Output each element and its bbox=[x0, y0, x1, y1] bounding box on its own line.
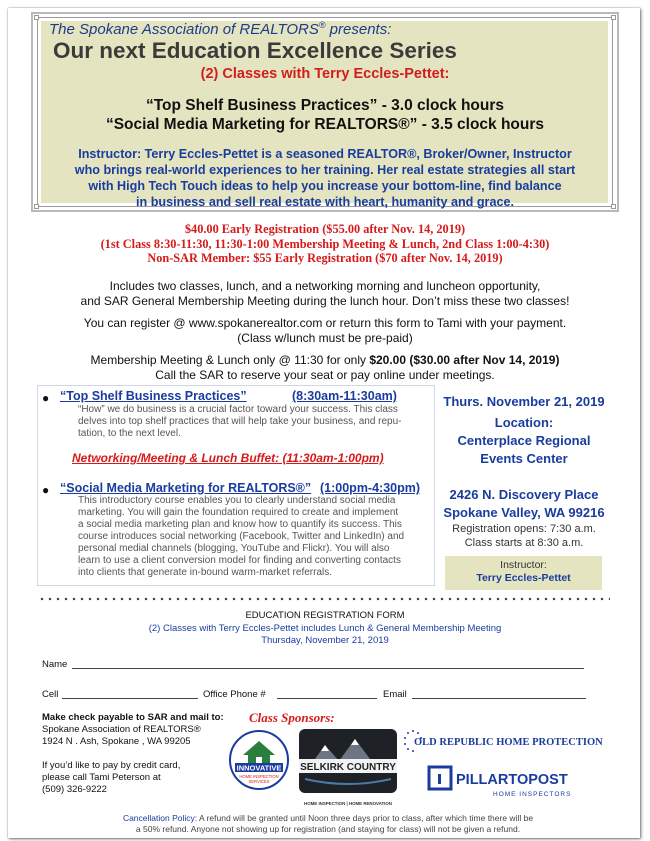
venue-line: Events Center bbox=[480, 451, 568, 466]
desc-line: marketing. You will gain the foundation required to create and implement bbox=[78, 507, 399, 518]
mail-instructions bbox=[42, 712, 224, 748]
pillar-to-post-logo bbox=[429, 765, 599, 799]
series-title: Our next Education Excellence Series bbox=[53, 38, 457, 63]
desc-line: personal medial channels (blogging, YouTube and Flickr). You will also bbox=[78, 543, 390, 554]
name-label: Name bbox=[42, 659, 68, 670]
membership-line: Membership Meeting & Lunch only @ 11:30 for only $20.00 ($30.00 after Nov 14, 2019) bbox=[90, 353, 560, 367]
class-starts: Class starts at 8:30 a.m. bbox=[464, 537, 584, 549]
course-2-time: (1:00pm-4:30pm) bbox=[320, 481, 421, 495]
instructor-label: Instructor: bbox=[500, 559, 547, 571]
office-phone-field[interactable] bbox=[277, 698, 377, 699]
course-1-description bbox=[78, 404, 430, 440]
event-location bbox=[440, 414, 608, 468]
location-label: Location: bbox=[494, 415, 554, 430]
course-2-description bbox=[78, 495, 430, 579]
innovative-sub2: SERVICES bbox=[248, 779, 270, 784]
bio-line: in business and sell real estate with heart, humanity and grace. bbox=[136, 195, 514, 209]
event-address bbox=[440, 486, 608, 522]
cut-line-divider bbox=[38, 596, 610, 602]
credit-line: If you’d like to pay by credit card, bbox=[42, 760, 181, 771]
mail-org: Spokane Association of REALTORS® bbox=[42, 724, 201, 735]
includes-text bbox=[0, 279, 650, 308]
pillar-sub: HOME INSPECTORS bbox=[493, 791, 572, 798]
address-line: 2426 N. Discovery Place bbox=[449, 487, 599, 502]
cancellation-policy bbox=[78, 813, 578, 835]
cancellation-line: Cancellation Policy: A refund will be granted until Noon three days prior to class, after which time there will be bbox=[122, 813, 534, 823]
course-2-heading bbox=[60, 481, 311, 495]
email-label: Email bbox=[383, 689, 407, 700]
venue-line: Centerplace Regional bbox=[457, 433, 591, 448]
form-subtitle-line: (2) Classes with Terry Eccles-Pettet includes Lunch & General Membership Meeting bbox=[148, 623, 502, 634]
mail-payable: Make check payable to SAR and mail to: bbox=[42, 712, 224, 723]
selkirk-text: SELKIRK COUNTRY bbox=[300, 762, 396, 773]
event-times bbox=[440, 522, 608, 550]
cell-label: Cell bbox=[42, 689, 59, 700]
instructor-bio bbox=[62, 146, 588, 210]
desc-line: course introduces social networking (Facebook, Twitter and LinkedIn) and bbox=[78, 531, 405, 542]
form-date: Thursday, November 21, 2019 bbox=[261, 635, 389, 646]
pricing-line: (1st Class 8:30-11:30, 11:30-1:00 Membership Meeting & Lunch, 2nd Class 1:00-4:30) bbox=[100, 236, 550, 251]
course-1-time: (8:30am-11:30am) bbox=[292, 389, 397, 403]
frame-corner bbox=[34, 204, 39, 209]
bullet-icon: ● bbox=[42, 391, 50, 405]
reg-opens: Registration opens: 7:30 a.m. bbox=[452, 523, 596, 535]
instructor-box bbox=[445, 556, 602, 590]
credit-card-info bbox=[42, 760, 180, 796]
desc-line: learn to use a client conversion model for finding and converting contacts bbox=[78, 555, 401, 566]
course-2-name: “Social Media Marketing for REALTORS®” bbox=[60, 481, 312, 495]
instructor-name: Terry Eccles-Pettet bbox=[476, 572, 571, 584]
form-subtitle bbox=[0, 623, 650, 647]
office-phone-label: Office Phone # bbox=[203, 689, 266, 700]
event-date: Thurs. November 21, 2019 bbox=[443, 394, 605, 409]
register-line: (Class w/lunch must be pre-paid) bbox=[237, 330, 413, 345]
course-1-name: “Top Shelf Business Practices” bbox=[60, 389, 247, 403]
desc-line: “How” we do business is a crucial factor toward your success. This class bbox=[78, 404, 398, 415]
pricing-block bbox=[0, 222, 650, 266]
membership-text bbox=[0, 353, 650, 382]
bio-line: who brings real-world experiences to her training. Her real estate strategies all start bbox=[74, 163, 576, 177]
presents-line: The Spokane Association of REALTORS® presents: bbox=[49, 20, 392, 38]
address-line: Spokane Valley, WA 99216 bbox=[443, 505, 605, 520]
email-field[interactable] bbox=[412, 698, 586, 699]
course-1-heading bbox=[60, 389, 247, 403]
credit-line: please call Tami Peterson at bbox=[42, 772, 161, 783]
frame-corner bbox=[34, 15, 39, 20]
desc-line: delves into top shelf practices that will help take your business, and repu- bbox=[78, 416, 402, 427]
includes-line: Includes two classes, lunch, and a networking morning and luncheon opportunity, bbox=[109, 279, 541, 293]
phone-number: (509) 326-9222 bbox=[42, 784, 107, 795]
innovative-sub: HOME INSPECTION bbox=[239, 774, 279, 779]
desc-line: This introductory course enables you to clearly understand social media bbox=[78, 495, 396, 506]
pricing-line: $40.00 Early Registration ($55.00 after Nov. 14, 2019) bbox=[184, 222, 466, 236]
classes-with: (2) Classes with Terry Eccles-Pettet: bbox=[200, 66, 450, 82]
innovative-text: INNOVATIVE bbox=[236, 763, 282, 773]
pricing-line: Non-SAR Member: $55 Early Registration ($70 after Nov. 14, 2019) bbox=[147, 251, 503, 265]
desc-line: a social media marketing plan and know how to quantify its success. This bbox=[78, 519, 402, 530]
register-text bbox=[0, 316, 650, 345]
course-2-title: “Social Media Marketing for REALTORS®” - 3.5 clock hours bbox=[105, 116, 545, 133]
cell-field[interactable] bbox=[62, 698, 198, 699]
frame-corner bbox=[611, 15, 616, 20]
bullet-icon: ● bbox=[42, 483, 50, 497]
pillar-text: PILLARTOPOST bbox=[456, 772, 568, 788]
innovative-logo bbox=[229, 729, 289, 791]
selkirk-logo bbox=[295, 727, 401, 807]
selkirk-sub: HOME INSPECTION | HOME RENOVATION bbox=[304, 801, 392, 806]
cancellation-line: a 50% refund. Anyone not showing up for registration (and staying for class) will not be given a refund. bbox=[135, 824, 521, 834]
bio-line: Instructor: Terry Eccles-Pettet is a seasoned REALTOR®, Broker/Owner, Instructor bbox=[78, 147, 572, 161]
includes-line: and SAR General Membership Meeting during the lunch hour. Don’t miss these two classes! bbox=[80, 293, 570, 308]
course-1-title: “Top Shelf Business Practices” - 3.0 clock hours bbox=[145, 97, 505, 114]
form-title: EDUCATION REGISTRATION FORM bbox=[245, 610, 405, 621]
old-republic-text: OLD REPUBLIC HOME PROTECTION bbox=[414, 737, 603, 748]
networking-line: Networking/Meeting & Lunch Buffet: (11:30am-1:00pm) bbox=[72, 451, 384, 465]
membership-line: Call the SAR to reserve your seat or pay online under meetings. bbox=[155, 367, 495, 382]
name-field[interactable] bbox=[72, 668, 584, 669]
desc-line: tation, to the next level. bbox=[78, 428, 181, 439]
desc-line: into clients that generate in-bound warm-market referrals. bbox=[78, 567, 333, 578]
frame-corner bbox=[611, 204, 616, 209]
sponsors-title: Class Sponsors: bbox=[249, 710, 335, 725]
bio-line: with High Tech Touch ideas to help you increase your bottom-line, find balance bbox=[88, 179, 562, 193]
old-republic-logo bbox=[402, 726, 603, 756]
register-line: You can register @ www.spokanerealtor.com or return this form to Tami with your payment. bbox=[83, 316, 567, 330]
mail-address: 1924 N . Ash, Spokane , WA 99205 bbox=[42, 736, 191, 747]
